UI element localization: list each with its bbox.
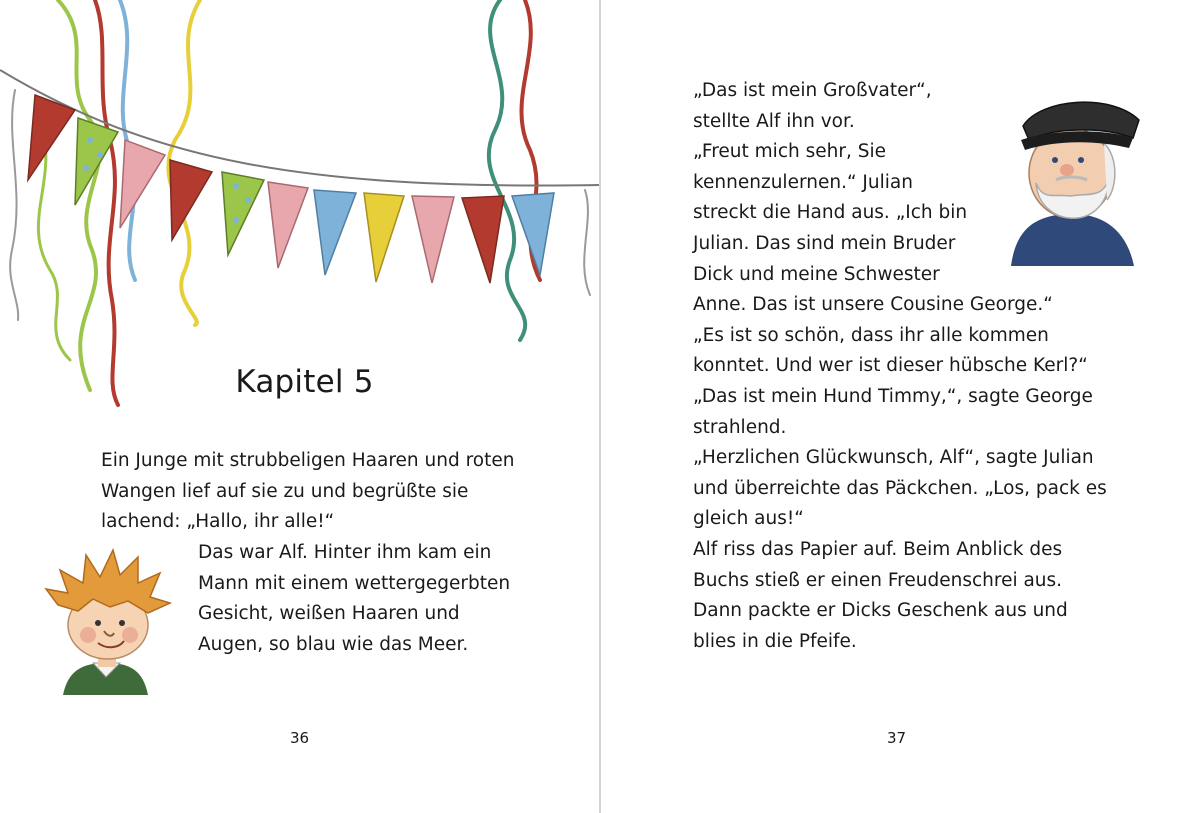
streamer — [584, 190, 590, 295]
text-line: Buchs stieß er einen Freudenschrei aus. — [693, 569, 1063, 591]
flag — [268, 182, 308, 268]
alf-boy-illustration — [38, 545, 173, 695]
text-line: gleich aus!“ — [693, 508, 804, 530]
text-line: Dick und meine Schwester — [693, 263, 940, 285]
streamer — [10, 90, 18, 320]
streamer — [95, 0, 118, 405]
text-line: Alf riss das Papier auf. Beim Anblick des — [693, 538, 1063, 560]
text-line: blies in die Pfeife. — [693, 630, 857, 652]
bunting-streamers-illustration — [0, 0, 600, 420]
text-line: „Es ist so schön, dass ihr alle kommen — [693, 324, 1049, 346]
text-line: Julian. Das sind mein Bruder — [693, 232, 956, 254]
paragraph — [101, 446, 514, 538]
text-line: konntet. Und wer ist dieser hübsche Kerl?“ — [693, 355, 1088, 377]
streamer — [489, 0, 525, 340]
page-number: 36 — [290, 729, 310, 747]
text-line: stellte Alf ihn vor. — [693, 110, 855, 132]
text-line: „Das ist mein Hund Timmy,“, sagte George — [693, 385, 1093, 407]
flag — [120, 140, 165, 228]
flag — [222, 172, 264, 255]
flag — [412, 196, 454, 283]
text-line: lachend: „Hallo, ihr alle!“ — [101, 511, 335, 533]
left-page — [0, 0, 599, 813]
right-text — [693, 76, 1107, 657]
text-line: und überreichte das Päckchen. „Los, pack es — [693, 477, 1107, 499]
text-line: Dann packte er Dicks Geschenk aus und — [693, 600, 1068, 622]
flag — [170, 160, 212, 240]
indented-paragraph — [198, 538, 510, 660]
page-number: 37 — [887, 729, 907, 747]
flag — [314, 190, 356, 275]
chapter-title: Kapitel 5 — [235, 363, 374, 400]
text-line: Ein Junge mit strubbeligen Haaren und roten — [101, 450, 515, 471]
text-line: „Herzlichen Glückwunsch, Alf“, sagte Julian — [693, 447, 1094, 469]
flag — [28, 95, 75, 180]
streamer — [120, 0, 135, 280]
text-line: strahlend. — [693, 416, 787, 438]
text-line: Anne. Das ist unsere Cousine George.“ — [693, 294, 1053, 316]
flag — [364, 193, 404, 282]
right-page — [601, 0, 1200, 813]
text-line: Gesicht, weißen Haaren und — [198, 603, 460, 625]
text-line: kennenzulernen.“ Julian — [693, 171, 913, 193]
text-line: „Das ist mein Großvater“, — [693, 80, 932, 101]
text-line: Wangen lief auf sie zu und begrüßte sie — [101, 480, 469, 502]
flag — [75, 118, 118, 205]
flag — [462, 196, 504, 283]
text-line: Das war Alf. Hinter ihm kam ein — [198, 542, 492, 563]
text-line: Augen, so blau wie das Meer. — [198, 633, 469, 655]
text-line: Mann mit einem wettergegerbten — [198, 572, 511, 594]
text-line: streckt die Hand aus. „Ich bin — [693, 202, 968, 224]
text-line: „Freut mich sehr, Sie — [693, 141, 886, 163]
